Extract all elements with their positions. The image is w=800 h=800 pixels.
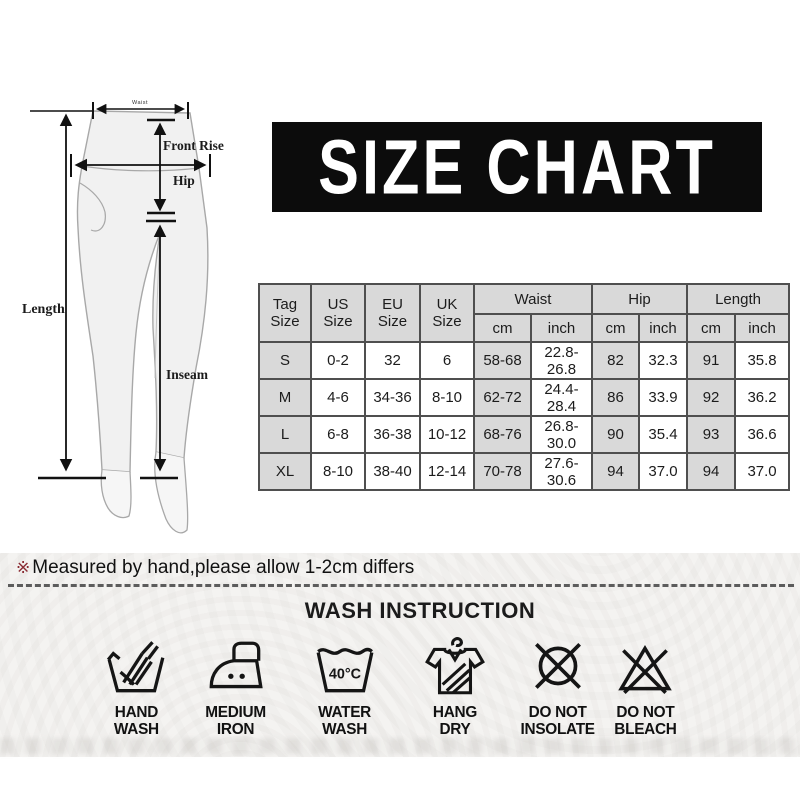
sub-header-length-inch: inch [735,314,789,342]
wash-item-label [319,705,372,739]
cell-us-size: 6-8 [311,416,365,453]
cell-uk-size: 12-14 [420,453,474,490]
cell-eu-size: 32 [365,342,420,379]
do-not-insolate-icon [525,635,591,701]
sub-header-waist-inch: inch [531,314,592,342]
cell-tag-size: XL [259,453,311,490]
col-header-uk-size: UK Size [420,284,474,342]
water-temp-label: 40°C [328,666,362,683]
cell-tag-size: M [259,379,311,416]
cell-hip-cm: 90 [592,416,639,453]
asterisk-mark-icon: ※ [16,558,31,577]
table-row-m [259,379,789,416]
cell-uk-size: 10-12 [420,416,474,453]
sub-header-hip-inch: inch [639,314,687,342]
col-header-tag-size: Tag Size [259,284,311,342]
cell-hip-cm: 82 [592,342,639,379]
cell-us-size: 0-2 [311,342,365,379]
measurement-note-text: Measured by hand,please allow 1-2cm differs [32,557,415,578]
water-wash-icon [312,635,378,701]
cell-hip-inch: 32.3 [639,342,687,379]
size-table [258,283,790,491]
do-not-bleach-icon [612,635,678,701]
cell-waist-inch: 26.8-30.0 [531,416,592,453]
table-header-row [259,284,789,314]
cell-eu-size: 38-40 [365,453,420,490]
leggings-measurement-diagram [0,78,270,548]
wash-label-line1: HAND [114,704,158,721]
wash-label-line2: DRY [439,720,471,738]
wash-label-line1: DO NOT [615,704,674,721]
hand-wash-icon [103,635,169,701]
wash-item-label [614,705,676,739]
col-header-us-size: US Size [311,284,365,342]
wash-item-label [114,705,159,739]
cell-eu-size: 36-38 [365,416,420,453]
cell-hip-inch: 35.4 [639,416,687,453]
cell-length-cm: 94 [687,453,735,490]
wash-label-line1: HANG [432,704,478,721]
cell-length-inch: 35.8 [735,342,789,379]
sub-header-waist-cm: cm [474,314,531,342]
cell-length-cm: 93 [687,416,735,453]
wash-item-water-wash [290,635,400,739]
cell-hip-cm: 94 [592,453,639,490]
wash-label-line2: INSOLATE [520,720,596,738]
cell-waist-inch: 22.8-26.8 [531,342,592,379]
wash-instruction-heading: WASH INSTRUCTION [304,598,536,623]
cell-length-cm: 92 [687,379,735,416]
page-title: SIZE CHART [318,124,716,210]
wash-label-line2: WASH [322,720,368,738]
wash-item-hand-wash [81,635,191,739]
cell-uk-size: 6 [420,342,474,379]
cell-tag-size: S [259,342,311,379]
medium-iron-icon [203,635,269,701]
dashed-divider [8,584,794,587]
wash-label-line1: WATER [318,704,372,721]
cell-waist-cm: 62-72 [474,379,531,416]
wash-item-label [433,705,477,739]
group-header-length: Length [687,284,789,314]
cell-hip-cm: 86 [592,379,639,416]
wash-label-line2: WASH [113,720,159,738]
cell-hip-inch: 33.9 [639,379,687,416]
wash-label-line1: MEDIUM [205,704,267,721]
cell-hip-inch: 37.0 [639,453,687,490]
background-texture-band [0,738,800,754]
cell-eu-size: 34-36 [365,379,420,416]
group-header-hip: Hip [592,284,687,314]
measurement-note [16,557,414,579]
wash-item-do-not-bleach [590,635,700,739]
front-rise-label: Front Rise [163,138,224,153]
cell-length-cm: 91 [687,342,735,379]
cell-us-size: 4-6 [311,379,365,416]
wash-label-line1: DO NOT [528,704,587,721]
cell-waist-inch: 27.6-30.6 [531,453,592,490]
cell-length-inch: 37.0 [735,453,789,490]
cell-waist-cm: 68-76 [474,416,531,453]
wash-item-medium-iron [181,635,291,739]
table-row-s [259,342,789,379]
wash-label-line2: BLEACH [613,720,677,738]
sub-header-length-cm: cm [687,314,735,342]
cell-length-inch: 36.6 [735,416,789,453]
cell-us-size: 8-10 [311,453,365,490]
inseam-label: Inseam [166,367,209,382]
col-header-eu-size: EU Size [365,284,420,342]
wash-item-hang-dry [400,635,510,739]
table-row-xl [259,453,789,490]
wash-label-line2: IRON [217,720,255,738]
wash-item-label [206,705,267,739]
cell-waist-inch: 24.4-28.4 [531,379,592,416]
cell-length-inch: 36.2 [735,379,789,416]
cell-tag-size: L [259,416,311,453]
table-row-l [259,416,789,453]
cell-uk-size: 8-10 [420,379,474,416]
size-chart-title-bar [272,122,762,212]
leggings-sketch-icon [0,78,270,548]
wash-item-label [521,705,595,739]
cell-waist-cm: 58-68 [474,342,531,379]
group-header-waist: Waist [474,284,592,314]
cell-waist-cm: 70-78 [474,453,531,490]
sub-header-hip-cm: cm [592,314,639,342]
hip-label: Hip [173,173,195,188]
waist-label: Waist [131,100,149,106]
length-label: Length [22,302,65,317]
wash-instruction-panel [0,553,800,757]
hang-dry-icon [422,635,488,701]
